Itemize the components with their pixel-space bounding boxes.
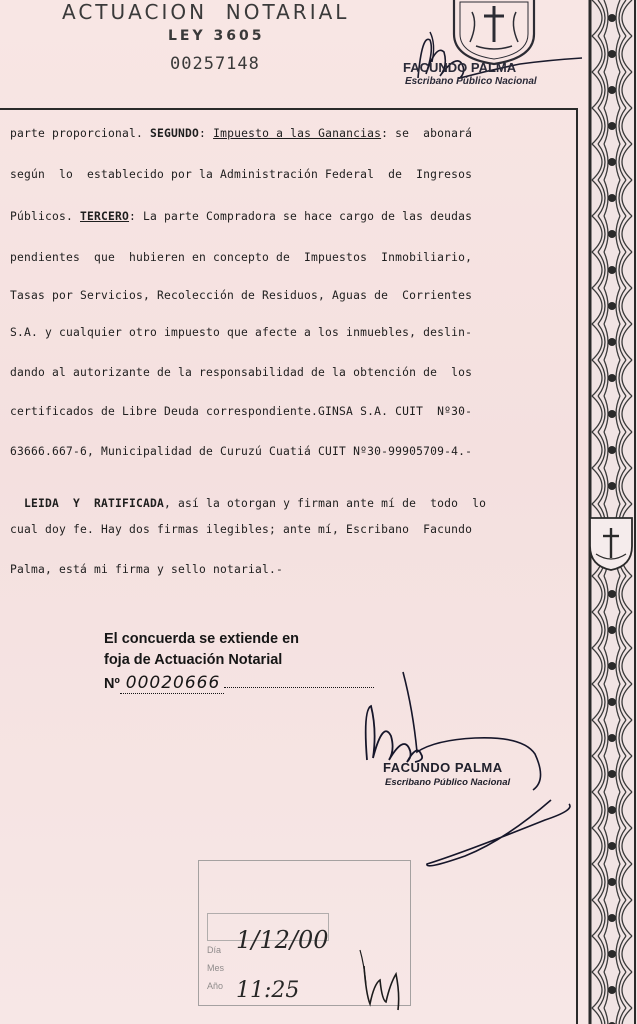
body-line-10: LEIDA Y RATIFICADA, así la otorgan y firman ante mí de todo lo: [24, 497, 487, 510]
body-line-12: Palma, está mi firma y sello notarial.-: [10, 563, 284, 576]
security-border: [588, 0, 637, 1024]
stamp-day-label: Día: [207, 945, 222, 955]
concordance-number: 00020666: [120, 673, 225, 694]
body-line-6: S.A. y cualquier otro impuesto que afecte a los inmuebles, deslin-: [10, 326, 473, 339]
serial-number: 00257148: [170, 54, 260, 74]
handwritten-time: 11:25: [236, 978, 300, 1003]
header-stamp-role: Escribano Público Nacional: [405, 76, 537, 87]
signature-stamp-role: Escribano Público Nacional: [385, 777, 511, 788]
stamp-month-label: Mes: [207, 963, 225, 973]
initials-signature: [356, 944, 416, 1014]
concordance-line-2: foja de Actuación Notarial: [104, 652, 283, 668]
concordance-line-1: El concuerda se extiende en: [104, 631, 300, 647]
colegio-escribanos-seal-icon: [586, 514, 636, 572]
concordance-number-line: Nº 00020666: [104, 673, 374, 693]
body-line-1: parte proporcional. SEGUNDO: Impuesto a las Ganancias: se abonará: [10, 127, 473, 140]
handwritten-date: 1/12/00: [236, 926, 329, 954]
body-line-11: cual doy fe. Hay dos firmas ilegibles; ante mí, Escribano Facundo: [10, 523, 473, 536]
body-line-3: Públicos. TERCERO: La parte Compradora se hace cargo de las deudas: [10, 210, 473, 223]
body-line-2: según lo establecido por la Administración Federal de Ingresos: [10, 168, 473, 181]
stamp-year-label: Año: [207, 981, 224, 991]
body-line-7: dando al autorizante de la responsabilidad de la obtención de los: [10, 366, 473, 379]
signature-stamp-name: FACUNDO PALMA: [383, 760, 503, 775]
law-reference: LEY 3605: [168, 28, 265, 44]
body-line-8: certificados de Libre Deuda correspondiente.GINSA S.A. CUIT Nº30-: [10, 405, 473, 418]
body-line-9: 63666.667-6, Municipalidad de Curuzú Cuatiá CUIT Nº30-99905709-4.-: [10, 445, 473, 458]
body-line-4: pendientes que hubieren en concepto de Impuestos Inmobiliario,: [10, 251, 473, 264]
notary-signature-main: [355, 670, 585, 880]
body-line-5: Tasas por Servicios, Recolección de Residuos, Aguas de Corrientes: [10, 289, 473, 302]
header-stamp-name: FACUNDO PALMA: [403, 60, 517, 75]
document-header-title: ACTUACION NOTARIAL: [62, 0, 350, 24]
